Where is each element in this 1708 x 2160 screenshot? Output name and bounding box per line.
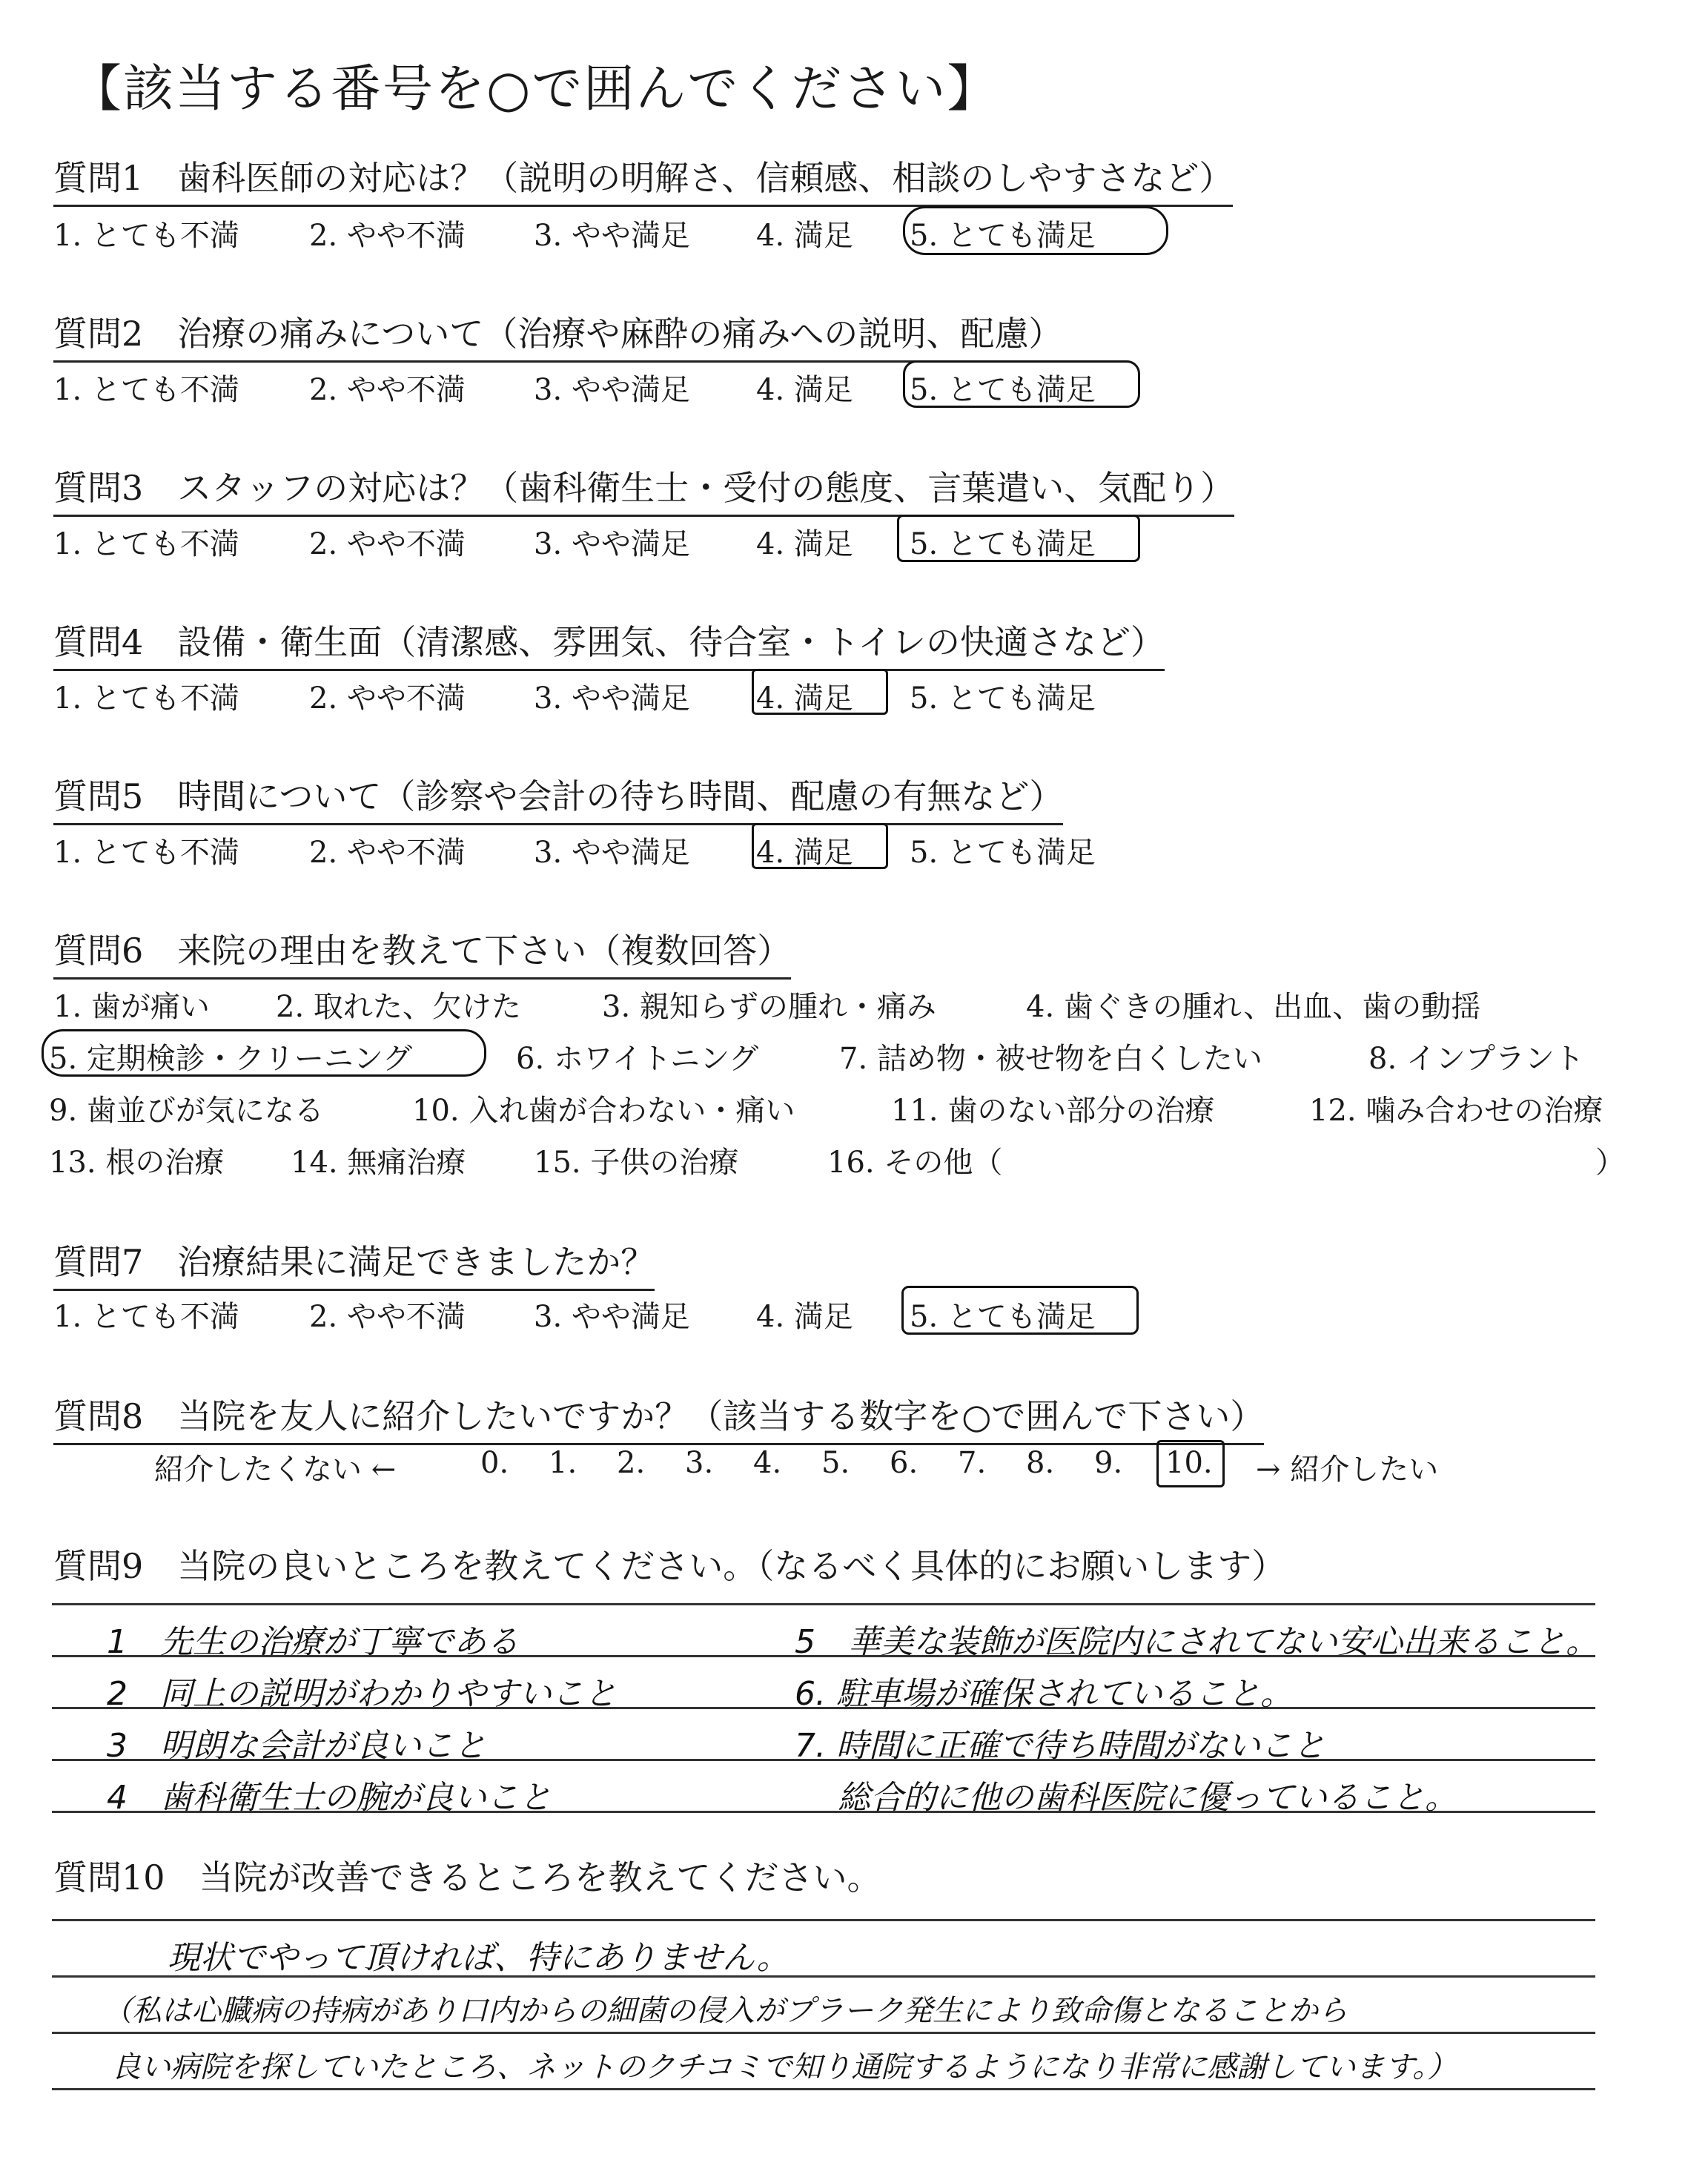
q9-line-1 xyxy=(52,1603,1595,1605)
q1-selection-circle xyxy=(903,206,1168,255)
q10-answer-3: 良い病院を探していたところ、ネットのクチコミで知り通院するようになり非常に感謝しています。） xyxy=(111,2050,1457,2084)
question-7-heading: 質問7 治療結果に満足できましたか？ xyxy=(53,1235,655,1291)
q8-scale-2[interactable]: 2. xyxy=(617,1446,646,1480)
q7-option-2[interactable]: 2. やや不満 xyxy=(309,1300,466,1334)
q6-option-10[interactable]: 10. 入れ歯が合わない・痛い xyxy=(412,1094,795,1128)
q7-option-1[interactable]: 1. とても不満 xyxy=(53,1300,239,1334)
q9-answer-8: 総合的に他の歯科医院に優っていること。 xyxy=(838,1779,1457,1817)
q5-selection-circle xyxy=(752,823,888,869)
q8-scale-3[interactable]: 3. xyxy=(685,1446,714,1480)
q2-option-2[interactable]: 2. やや不満 xyxy=(309,373,466,407)
q8-scale-8[interactable]: 8. xyxy=(1026,1446,1055,1480)
q7-option-3[interactable]: 3. やや満足 xyxy=(534,1300,690,1334)
q3-option-3[interactable]: 3. やや満足 xyxy=(534,527,690,561)
q10-line-1 xyxy=(52,1919,1595,1921)
q6-selection-circle xyxy=(42,1029,486,1077)
q2-option-3[interactable]: 3. やや満足 xyxy=(534,373,690,407)
q7-option-5[interactable]: 5. とても満足 xyxy=(910,1300,1096,1334)
q1-option-3[interactable]: 3. やや満足 xyxy=(534,219,690,253)
q6-option-4[interactable]: 4. 歯ぐきの腫れ、出血、歯の動揺 xyxy=(1026,990,1481,1024)
q5-option-1[interactable]: 1. とても不満 xyxy=(53,836,239,870)
q10-line-4 xyxy=(52,2088,1595,2090)
q9-answer-7: 7. 時間に正確で待ち時間がないこと xyxy=(795,1727,1325,1765)
q9-answer-5: 5 華美な装飾が医院内にされてない安心出来ること。 xyxy=(795,1623,1598,1661)
q8-scale-7[interactable]: 7. xyxy=(958,1446,987,1480)
question-9-heading: 質問9 当院の良いところを教えてください。（なるべく具体的にお願いします） xyxy=(53,1546,1286,1586)
q8-scale-5[interactable]: 5. xyxy=(821,1446,850,1480)
q5-option-4[interactable]: 4. 満足 xyxy=(756,836,853,870)
q10-line-3 xyxy=(52,2032,1595,2034)
q6-other-close-paren: ） xyxy=(1595,1146,1625,1180)
q1-option-1[interactable]: 1. とても不満 xyxy=(53,219,239,253)
q8-scale-10[interactable]: 10. xyxy=(1165,1446,1213,1480)
q10-answer-2: （私は心臓病の持病があり口内からの細菌の侵入がプラーク発生により致命傷となることから xyxy=(102,1994,1348,2028)
q9-answer-3: 3 明朗な会計が良いこと xyxy=(107,1727,486,1765)
q6-option-8[interactable]: 8. インプラント xyxy=(1368,1042,1584,1076)
q8-scale-9[interactable]: 9. xyxy=(1094,1446,1123,1480)
q6-option-5[interactable]: 5. 定期検診・クリーニング xyxy=(49,1042,413,1076)
q2-option-5[interactable]: 5. とても満足 xyxy=(910,373,1096,407)
q6-option-13[interactable]: 13. 根の治療 xyxy=(49,1146,225,1180)
q4-option-4[interactable]: 4. 満足 xyxy=(756,681,853,716)
q4-option-5[interactable]: 5. とても満足 xyxy=(910,681,1096,716)
question-6-heading: 質問6 来院の理由を教えて下さい（複数回答） xyxy=(53,924,791,980)
q2-option-4[interactable]: 4. 満足 xyxy=(756,373,853,407)
q8-selection-circle xyxy=(1156,1440,1225,1487)
q2-option-1[interactable]: 1. とても不満 xyxy=(53,373,239,407)
q4-option-3[interactable]: 3. やや満足 xyxy=(534,681,690,716)
q4-option-2[interactable]: 2. やや不満 xyxy=(309,681,466,716)
q6-option-6[interactable]: 6. ホワイトニング xyxy=(516,1042,759,1076)
q7-option-4[interactable]: 4. 満足 xyxy=(756,1300,853,1334)
q6-option-12[interactable]: 12. 噛み合わせの治療 xyxy=(1309,1094,1603,1128)
page-title: 【該当する番号を○で囲んでください】 xyxy=(71,60,999,119)
question-8-heading: 質問8 当院を友人に紹介したいですか？（該当する数字を○で囲んで下さい） xyxy=(53,1390,1264,1445)
q6-option-2[interactable]: 2. 取れた、欠けた xyxy=(276,990,521,1024)
q4-option-1[interactable]: 1. とても不満 xyxy=(53,681,239,716)
question-5-heading: 質問5 時間について（診察や会計の待ち時間、配慮の有無など） xyxy=(53,770,1063,825)
q5-option-5[interactable]: 5. とても満足 xyxy=(910,836,1096,870)
q3-option-2[interactable]: 2. やや不満 xyxy=(309,527,466,561)
q6-option-9[interactable]: 9. 歯並びが気になる xyxy=(49,1094,324,1128)
q6-option-15[interactable]: 15. 子供の治療 xyxy=(534,1146,739,1180)
q3-selection-circle xyxy=(897,515,1140,562)
q5-option-2[interactable]: 2. やや不満 xyxy=(309,836,466,870)
q3-option-1[interactable]: 1. とても不満 xyxy=(53,527,239,561)
q3-option-5[interactable]: 5. とても満足 xyxy=(910,527,1096,561)
q6-option-11[interactable]: 11. 歯のない部分の治療 xyxy=(891,1094,1215,1128)
q8-scale-1[interactable]: 1. xyxy=(549,1446,577,1480)
q8-scale-6[interactable]: 6. xyxy=(890,1446,918,1480)
q3-option-4[interactable]: 4. 満足 xyxy=(756,527,853,561)
question-4-heading: 質問4 設備・衛生面（清潔感、雰囲気、待合室・トイレの快適さなど） xyxy=(53,615,1165,671)
q6-option-16[interactable]: 16. その他（ xyxy=(827,1146,1003,1180)
q2-selection-circle xyxy=(903,360,1140,408)
q5-option-3[interactable]: 3. やや満足 xyxy=(534,836,690,870)
q9-answer-2: 2 同上の説明がわかりやすいこと xyxy=(107,1675,617,1713)
q8-scale-4[interactable]: 4. xyxy=(753,1446,782,1480)
q6-option-1[interactable]: 1. 歯が痛い xyxy=(53,990,210,1024)
question-1-heading: 質問1 歯科医師の対応は？（説明の明解さ、信頼感、相談のしやすさなど） xyxy=(53,151,1233,207)
q8-scale-0[interactable]: 0. xyxy=(480,1446,509,1480)
q8-left-label: 紹介したくない ← xyxy=(154,1453,397,1487)
q9-answer-1: 1 先生の治療が丁寧である xyxy=(107,1623,519,1661)
q6-option-14[interactable]: 14. 無痛治療 xyxy=(291,1146,466,1180)
q6-option-7[interactable]: 7. 詰め物・被せ物を白くしたい xyxy=(839,1042,1262,1076)
q6-option-3[interactable]: 3. 親知らずの腫れ・痛み xyxy=(602,990,936,1024)
q8-right-label: → 紹介したい xyxy=(1256,1453,1439,1487)
q7-selection-circle xyxy=(901,1286,1139,1335)
question-3-heading: 質問3 スタッフの対応は？（歯科衛生士・受付の態度、言葉遣い、気配り） xyxy=(53,461,1234,517)
q9-answer-6: 6. 駐車場が確保されていること。 xyxy=(795,1675,1293,1713)
question-10-heading: 質問10 当院が改善できるところを教えてください。 xyxy=(53,1857,881,1898)
q10-answer-1: 現状でやって頂ければ、特にありません。 xyxy=(168,1939,790,1977)
q1-option-2[interactable]: 2. やや不満 xyxy=(309,219,466,253)
question-2-heading: 質問2 治療の痛みについて（治療や麻酔の痛みへの説明、配慮） xyxy=(53,307,1062,363)
q9-answer-4: 4 歯科衛生士の腕が良いこと xyxy=(107,1779,552,1817)
q4-selection-circle xyxy=(752,669,888,715)
q1-option-4[interactable]: 4. 満足 xyxy=(756,219,853,253)
q1-option-5[interactable]: 5. とても満足 xyxy=(910,219,1096,253)
